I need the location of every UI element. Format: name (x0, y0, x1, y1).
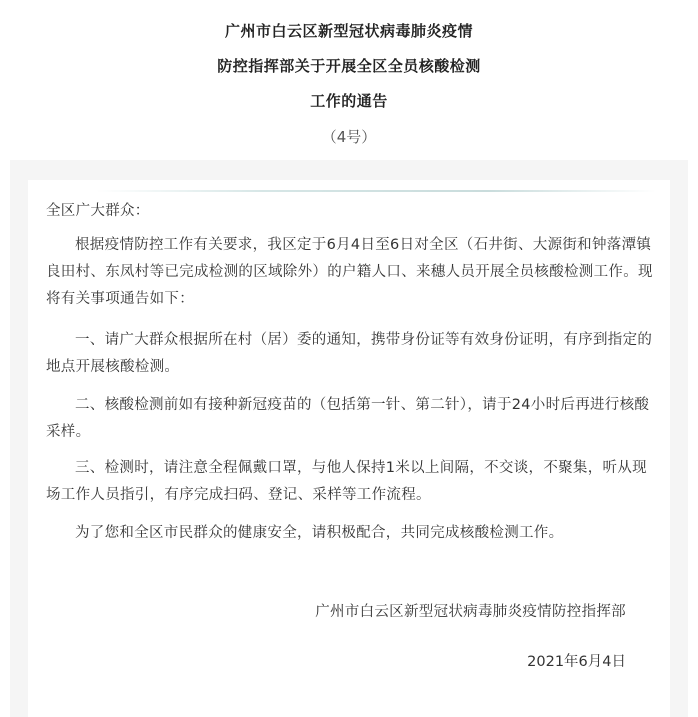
notice-title-line-1: 广州市白云区新型冠状病毒肺炎疫情 (224, 22, 473, 40)
paragraph-item-3: 三、检测时，请注意全程佩戴口罩，与他人保持1米以上间隔，不交谈，不聚集，听从现场工作人员指引，有序完成扫码、登记、采样等工作流程。 (46, 460, 647, 503)
issuer-signature: 广州市白云区新型冠状病毒肺炎疫情防控指挥部 (315, 604, 626, 620)
notice-panel (10, 160, 688, 717)
salutation: 全区广大群众： (46, 203, 150, 219)
decorative-divider (96, 190, 656, 192)
issue-date: 2021年6月4日 (527, 654, 626, 670)
paragraph-closing: 为了您和全区市民群众的健康安全，请积极配合，共同完成核酸检测工作。 (75, 525, 564, 541)
paragraph-intro: 根据疫情防控工作有关要求，我区定于6月4日至6日对全区（石井街、大源街和钟落潭镇良田村、东凤村等已完成检测的区域除外）的户籍人口、来穗人员开展全员核酸检测工作。现将有关事项通告如下： (46, 237, 653, 307)
paragraph-item-1: 一、请广大群众根据所在村（居）委的通知，携带身份证等有效身份证明，有序到指定的地点开展核酸检测。 (46, 332, 653, 375)
notice-header (0, 0, 698, 160)
notice-number: （4号） (321, 128, 377, 146)
notice-card (28, 180, 670, 717)
paragraph-item-2: 二、核酸检测前如有接种新冠疫苗的（包括第一针、第二针），请于24小时后再进行核酸采样。 (46, 397, 650, 440)
notice-title-line-3: 工作的通告 (310, 92, 388, 110)
notice-title-line-2: 防控指挥部关于开展全区全员核酸检测 (217, 57, 481, 75)
